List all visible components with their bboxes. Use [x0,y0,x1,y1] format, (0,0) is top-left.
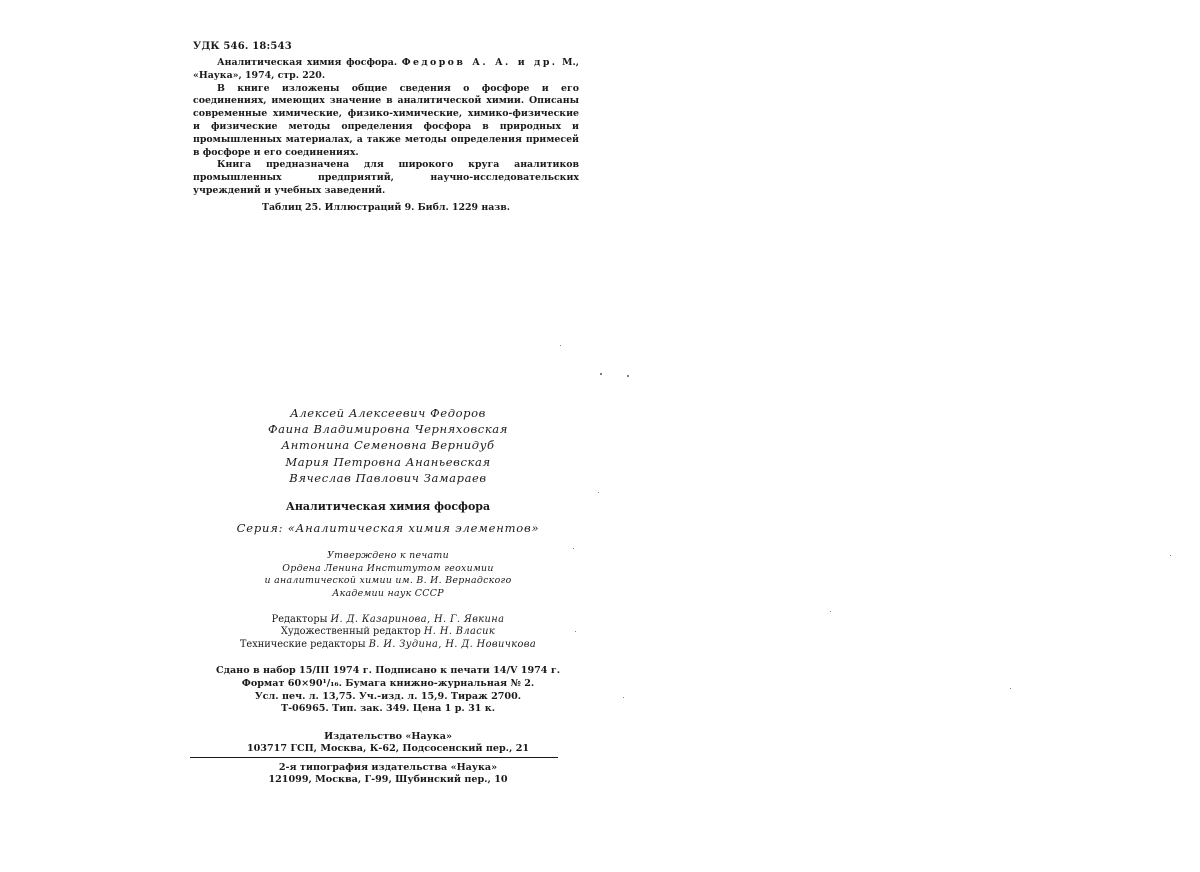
scan-speck [627,375,629,377]
citation-title: Аналитическая химия фосфора. [217,57,398,68]
author-name: Фаина Владимировна Черняховская [268,422,508,437]
approval-line: Утверждено к печати [327,550,449,561]
tech-editors-line [190,639,586,651]
approval-line: Академии наук СССР [332,587,444,599]
print-data-line: Формат 60×90¹/₁₆. Бумага книжно-журнальная № 2. [241,677,535,689]
tech-editors-names: В. И. Зудина, Н. Д. Новичкова [368,638,537,650]
citation-tail: М., «Наука», 1974, стр. 220. [193,57,580,81]
authors-list [190,405,586,486]
abstract-paragraph-1: В книге изложены общие сведения о фосфоре и его соединениях, имеющих значение в аналитической химии. Описаны современные химические, физико-химические, химико-физические и физические методы определения фосфора в природных и промышленных материалах, а также методы определения примесей в фосфоре и его соединениях. [193,82,579,158]
udk-code: УДК 546. 18:543 [193,41,292,52]
publisher-name: Издательство «Наука» [324,731,452,742]
print-data-block [190,665,586,716]
scan-speck [1170,555,1171,556]
scan-speck [1010,688,1011,689]
scan-speck [573,548,574,549]
scan-speck [598,492,599,493]
printer-name: 2-я типография издательства «Наука» [278,762,498,773]
scan-speck [600,373,602,375]
editors-line [190,614,586,626]
art-editor-name: Н. Н. Власик [423,626,496,638]
abstract-block [193,57,579,198]
citation-authors: Федоров А. А. и др. [401,57,558,68]
author-name: Вячеслав Павлович Замараев [289,470,487,485]
editors-names: И. Д. Казаринова, Н. Г. Явкина [330,614,505,625]
author-name: Антонина Семеновна Вернидуб [281,438,495,453]
author-name: Алексей Алексеевич Федоров [290,406,486,420]
scan-speck [575,631,576,632]
series-line: Серия: «Аналитическая химия элементов» [236,521,540,535]
printer-address: 121099, Москва, Г-99, Шубинский пер., 10 [268,774,508,786]
publisher-address: 103717 ГСП, Москва, К-62, Подсосенский пер., 21 [246,743,530,755]
tech-editors-label: Технические редакторы [239,638,366,650]
print-data-line: Т-06965. Тип. зак. 349. Цена 1 р. 31 к. [280,703,496,715]
approval-line: Ордена Ленина Институтом геохимии [282,562,494,574]
approval-line: и аналитической химии им. В. И. Вернадского [264,575,512,586]
approval-statement [190,550,586,600]
editors-label: Редакторы [271,614,328,625]
bibliographic-citation [193,57,579,83]
editors-block [190,614,586,651]
scan-speck [830,611,831,612]
print-data-line: Усл. печ. л. 13,75. Уч.-изд. л. 15,9. Тираж 2700. [254,690,522,702]
art-editor-label: Художественный редактор [280,626,421,638]
abstract-paragraph-2: Книга предназначена для широкого круга аналитиков промышленных предприятий, научно-исследовательских учреждений и учебных заведений. [193,159,579,196]
printer-block [190,762,586,787]
scan-speck [560,345,561,346]
book-title: Аналитическая химия фосфора [285,500,491,513]
author-name: Мария Петровна Ананьевская [285,454,491,469]
horizontal-rule [190,757,558,758]
tables-illustrations-count: Таблиц 25. Иллюстраций 9. Библ. 1229 назв. [262,202,511,213]
art-editor-line [190,626,586,638]
scan-speck [623,697,624,698]
print-data-line: Сдано в набор 15/III 1974 г. Подписано к печати 14/V 1974 г. [215,665,561,676]
publisher-block [190,731,586,756]
